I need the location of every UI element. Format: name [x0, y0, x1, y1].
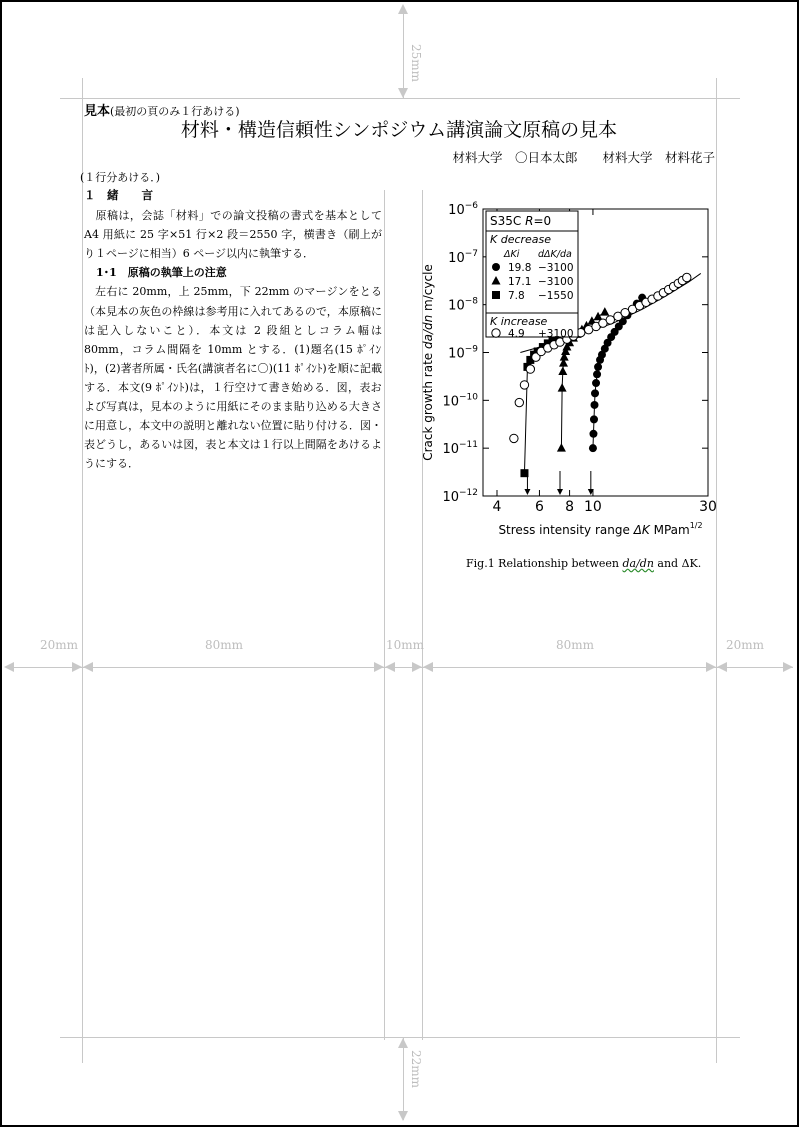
sample-label-bold: 見本 [84, 104, 111, 119]
guide-left [82, 78, 83, 1063]
figure-1 [415, 195, 715, 549]
x-tick-label-1: 6 [534, 499, 544, 515]
caption-prefix: Fig.1 Relationship between [466, 557, 623, 570]
point-s2-0 [520, 469, 528, 477]
point-s3-3 [526, 365, 534, 373]
point-s0-2 [590, 415, 598, 423]
legend-col-1: ΔKi [504, 249, 520, 260]
dim-col-gap: 10mm [386, 638, 425, 652]
y-tick-label-2: $10^{-8}$ [448, 296, 478, 314]
x-tick-label-2: 8 [565, 499, 575, 515]
y-tick-label-6: $10^{-12}$ [442, 488, 478, 505]
legend-col-2: dΔK/da [538, 249, 572, 260]
paper-title: 材料・構造信頼性シンポジウム講演論文原稿の見本 [180, 119, 618, 141]
dim-bottom-margin: 22mm [409, 1050, 423, 1089]
dim-col1-width: 80mm [205, 638, 244, 652]
left-column [84, 186, 382, 473]
point-s3-0 [510, 434, 518, 442]
guide-horizontal-dim [6, 667, 793, 668]
figure-caption [466, 557, 701, 570]
legend2-rate-0: +3100 [538, 328, 574, 340]
arrowhead-h5 [385, 662, 395, 672]
point-s3-28 [683, 273, 691, 281]
arrowhead-top-up [398, 4, 408, 14]
arrowhead-bottom-up [398, 1038, 408, 1048]
x-tick-label-3: 10 [584, 499, 602, 515]
legend-rate-2: −1550 [538, 290, 574, 302]
caption-suffix: and ΔK. [653, 557, 702, 570]
dim-right-margin: 20mm [726, 638, 765, 652]
y-tick-label-1: $10^{-7}$ [448, 248, 478, 266]
paragraph-2: 左右に 20mm，上 25mm，下 22mm のマージンをとる（本見本の灰色の枠線は参考用に入れてあるので，本原稿には記入しないこと）．本文は 2 段組としコラム幅は 80mm，コラム間隔を 10mm とする．(1)題名(15 ﾎﾟｲﾝﾄ)，(2)著者所属・氏名(講演者名に〇)(11 ﾎﾟｲﾝﾄ)を順に記載する．本文(9 ﾎﾟｲﾝﾄ)は，１行空けて書き始める．図，表および写真は，見本のように用紙にそのまま貼り込める大きさに用意し，本文中の説明と離れない位置に貼り付ける．図・表どうし，あるいは図，表と本文は１行以上間隔をあけるようにする． [84, 285, 382, 471]
point-s0-3 [591, 401, 599, 409]
arrowhead-h9 [717, 662, 727, 672]
dim-col2-width: 80mm [556, 638, 595, 652]
legend-k-0: 19.8 [508, 262, 532, 274]
point-s1-1 [558, 383, 567, 392]
dim-left-margin: 20mm [40, 638, 79, 652]
legend-title: S35C R=0 [490, 214, 552, 228]
threshold-arrowhead-0 [524, 489, 530, 495]
y-tick-label-3: $10^{-9}$ [448, 344, 478, 362]
guide-bottom-arrow [403, 1038, 404, 1120]
legend-rate-0: −3100 [538, 262, 574, 274]
y-tick-label-0: $10^{-6}$ [448, 201, 478, 218]
y-tick-label-5: $10^{-11}$ [442, 440, 478, 458]
guide-top-arrow [403, 6, 404, 98]
arrowhead-h10 [783, 662, 793, 672]
subsection-heading: 1･1 原稿の執筆上の注意 [96, 266, 227, 280]
arrowhead-h1 [4, 662, 14, 672]
legend-group-1: K decrease [490, 233, 552, 246]
section-heading: １ 緒 言 [84, 188, 153, 202]
caption-var: da/dn [622, 557, 654, 570]
guide-col1-right [384, 190, 385, 1040]
point-s0-7 [594, 363, 602, 371]
point-s3-2 [520, 381, 528, 389]
point-s0-1 [589, 430, 597, 438]
blank-line-note: (１行分あける．) [80, 171, 161, 184]
guide-right [716, 78, 717, 1063]
y-axis-label: Crack growth rate da/dn m/cycle [421, 264, 435, 461]
paragraph-1: 原稿は，会誌「材料」での論文投稿の書式を基本として A4 用紙に 25 字×51 行×2 段＝2550 字，横書き（刷上がり１ページに相当）6 ページ以内に執筆する． [84, 209, 382, 261]
arrowhead-h3 [83, 662, 93, 672]
legend-k-1: 17.1 [508, 276, 532, 288]
arrowhead-top-down [398, 88, 408, 98]
x-tick-label-4: 30 [699, 499, 717, 515]
arrowhead-h6 [412, 662, 422, 672]
arrowhead-h2 [72, 662, 82, 672]
crack-growth-chart [415, 195, 715, 545]
arrowhead-h8 [706, 662, 716, 672]
guide-top [60, 98, 740, 99]
legend-marker2-0 [492, 329, 500, 337]
y-tick-label-4: $10^{-10}$ [442, 392, 478, 410]
arrowhead-bottom-down [398, 1111, 408, 1121]
legend-k-2: 7.8 [508, 290, 525, 302]
legend-group-2: K increase [490, 315, 548, 328]
legend2-k-0: 4.9 [508, 328, 525, 340]
point-s1-14 [600, 307, 609, 316]
point-s0-6 [593, 370, 601, 378]
point-s0-0 [589, 444, 597, 452]
arrowhead-h4 [374, 662, 384, 672]
point-s3-1 [515, 398, 523, 406]
point-s1-0 [557, 443, 566, 451]
dim-top-margin: 25mm [409, 44, 423, 83]
x-tick-label-0: 4 [492, 499, 502, 515]
legend-marker-2 [492, 291, 500, 299]
x-axis-label: Stress intensity range ΔK MPam$^{1/2}$ [498, 521, 703, 537]
legend-marker-0 [492, 263, 500, 271]
point-s1-2 [558, 367, 567, 376]
authors-line: 材料大学 〇日本太郎 材料大学 材料花子 [452, 150, 715, 165]
threshold-arrowhead-1 [557, 489, 563, 495]
point-s0-5 [592, 379, 600, 387]
point-s3-15 [606, 316, 614, 324]
arrowhead-h7 [423, 662, 433, 672]
point-s0-4 [591, 389, 599, 397]
legend-rate-1: −3100 [538, 276, 574, 288]
sample-label-note: (最初の頁のみ１行あける) [110, 105, 240, 118]
